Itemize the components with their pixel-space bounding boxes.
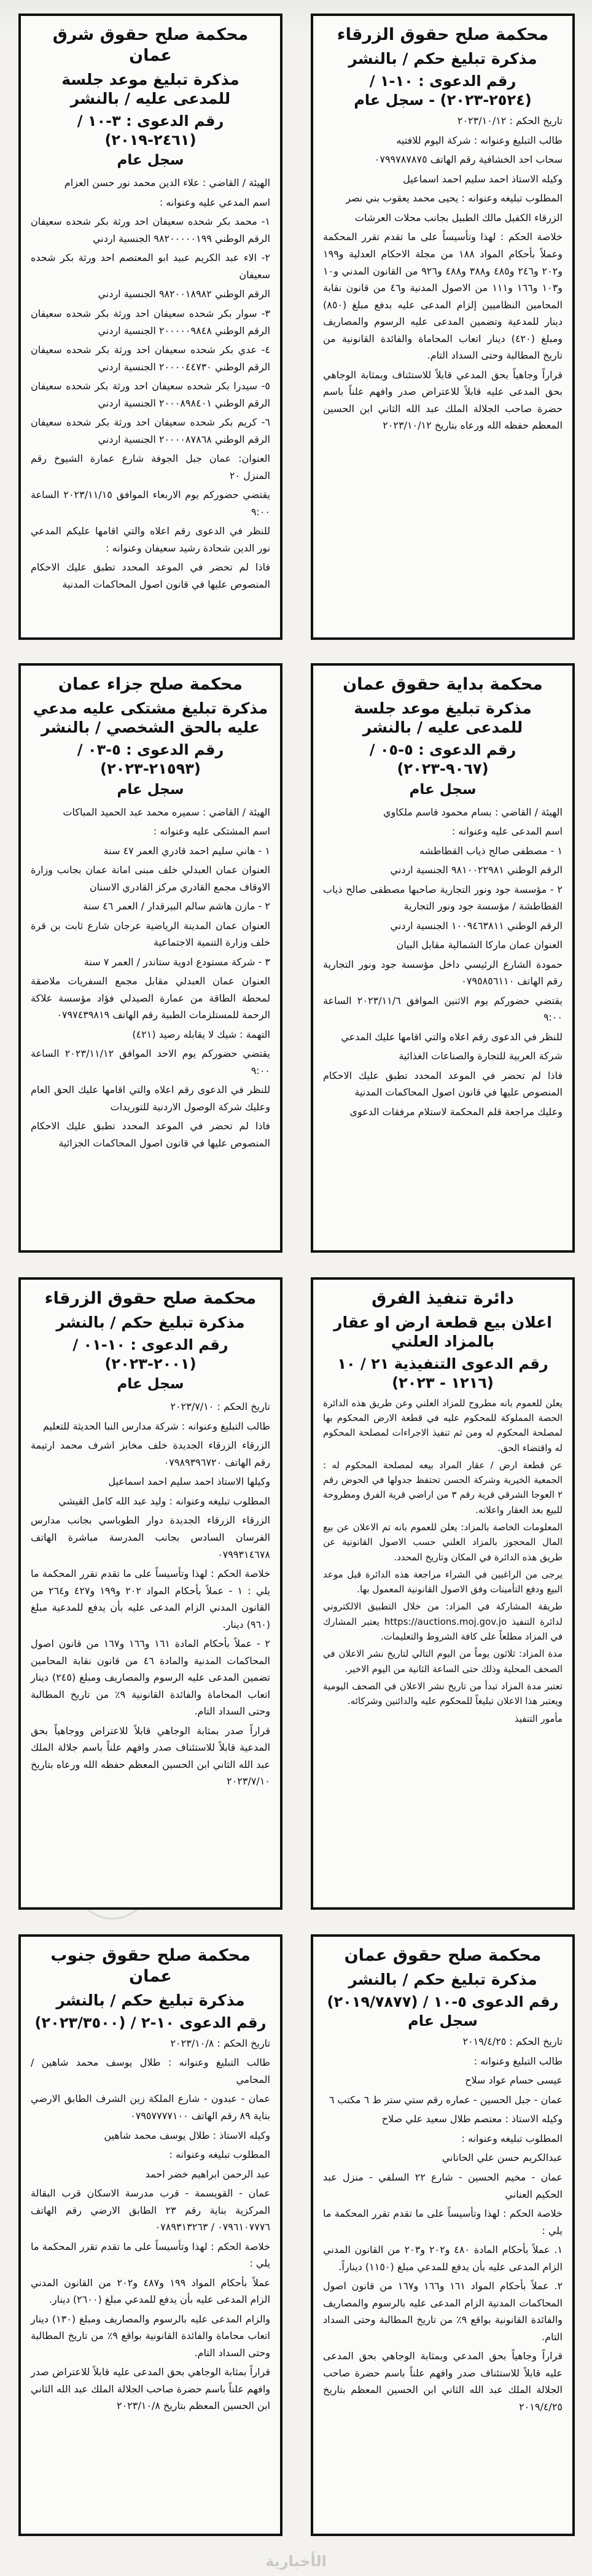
notice-paragraph: عمان - مخيم الحسين - شارع ٢٢ السلفي - منزل عبد الحكيم العناني: [323, 2171, 563, 2200]
notice-paragraph: قراراً بمثابة الوجاهي بحق المدعى عليه قابلاً للاعتراض صدر وافهم علناً باسم حضرة صاحب الجلالة الملك عبد الله الثاني ابن الحسين المعظم بتاريخ ٢٠٢٣/١٠/٨: [31, 2366, 270, 2412]
notice-paragraph: للنظر في الدعوى رقم اعلاه والتي اقامها عليك الحق العام وعليك شركة الوصول الاردنية للتوريدات: [31, 1084, 270, 1113]
notice-paragraph: ٦- كريم بكر شحده سعيفان احد ورثة بكر شحده سعيفان الرقم الوطني ٢٠٠٠٠٨٧٨٦٨ الجنسية اردني: [31, 416, 270, 445]
notice-paragraph: المطلوب تبليغه وعنوانه : وليد عبد الله كامل القيشي: [58, 1495, 270, 1507]
notice-paragraph: ٤- عدي بكر شحده سعيفان احد ورثة بكر شحده سعيفان الرقم الوطني ٢٠٠٠٠٤٤٧٣٠ الجنسية اردني: [31, 344, 270, 373]
notice-subheading: مذكرة تبليغ حكم / بالنشر: [56, 1991, 245, 2009]
notice-paragraph: العنوان عمان المدينة الرياضية عرجان شارع ثابت بن قرة خلف وزارة التنمية الاجتماعية: [31, 919, 270, 949]
notice-paragraph: تعتبر مدة المزاد تبدأ من تاريخ نشر الاعلان في الصحف اليومية ويعتبر هذا الاعلان تبليغاً للمحكوم عليه والدائنين وشركائه.: [323, 1680, 563, 1707]
notice-paragraph: فاذا لم تحضر في الموعد المحدد تطبق عليك الاحكام المنصوص عليها في قانون اصول المحاكمات المدنية: [31, 561, 270, 590]
notice-paragraph: وكيله الاستاذ : معتصم طلال سعيد علي صلاح: [381, 2113, 563, 2125]
notice-paragraph: العنوان عمان العبدلي خلف مبنى امانة عمان بجانب وزارة الاوقاف مجمع القادري مركز القادري الاسنان: [31, 864, 270, 893]
notice-paragraph: عمان - جبل الحسين - عماره رقم ستي ستر ط ٦ مكتب ٦: [329, 2093, 563, 2106]
notice-heading: محكمة صلح حقوق الزرقاء: [337, 25, 549, 44]
notice-paragraph: قراراً وجاهياً بحق المدعي وبمثابة الوجاهي بحق المدعى عليه قابلاً للاستئناف صدر وافهم علناً باسم حضرة صاحب الجلالة الملك عبد الله الثاني ابن الحسين المعظم بتاريخ ٢٠١٩/٤/٢٥: [323, 2350, 563, 2413]
notice-paragraph: عمان - القويسمة - قرب مدرسة الاسكان قرب البقالة المركزية بناية رقم ٢٣ الطابق الارضي رقم الهاتف ٠٧٩٦١٠٧٧٧٦ / ٠٧٨٩٣١٣٢٦٣: [31, 2187, 270, 2233]
notice-paragraph: وكيله الاستاذ : طلال يوسف محمد شاهين: [104, 2129, 270, 2141]
notice-case-number: رقم الدعوى : ١٠-١ / (٢٥٢٤-٢٠٢٣) - سجل عام: [354, 72, 532, 109]
notice-paragraph: للنظر في الدعوى رقم اعلاه والتي اقامها عليكم المدعي نور الدين شحادة رشيد سعيفان وعنوانه :: [31, 525, 270, 554]
notice-paragraph: المطلوب تبليغه وعنوانه :: [169, 2149, 270, 2161]
notice-heading: محكمة صلح حقوق شرق عمان: [52, 25, 249, 65]
notice-paragraph: طالب التبليغ وعنوانه :: [473, 2055, 563, 2067]
notice-paragraph: التهمة : شيك لا يقابله رصيد (٤٢١): [132, 1028, 270, 1040]
notice-subheading: مذكرة تبليغ حكم / بالنشر: [348, 49, 537, 68]
notice-paragraph: العنوان: عمان جبل الجوفة شارع عمارة الشيوخ رقم المنزل ٢٠: [31, 453, 270, 481]
execution-notice: [311, 1277, 575, 1910]
notice-paragraph: يرجى من الراغبين في الشراء مراجعة هذه الدائرة قبل موعد البيع ودفع التأمينات وفق الاصول القانونية المعمول بها.: [323, 1568, 563, 1595]
notice-paragraph: وكيله الاستاذ احمد سليم احمد اسماعيل: [403, 173, 563, 185]
notice-paragraph: العنوان عمان العبدلي مقابل مجمع السفريات ملاصقة لمحطة الطاقة من عمارة الصيدلي فؤاد مؤسسة علاكة الرحمة للمستلزمات الطبية رقم الهاتف ٠٧٩٧٤٣٩٨١٩: [31, 975, 270, 1021]
notice-case-number: رقم الدعوى التنفيذية ٢١ / ١٠ (١٢١٦ - ٢٠٢٣): [337, 1355, 548, 1392]
notice-body: [31, 1398, 270, 1789]
notice-body: [31, 2035, 270, 2415]
notice-paragraph: المطلوب تبليغه وعنوانه : يحيى محمد يعقوب بني نصر: [346, 192, 563, 204]
notice-case-number: رقم الدعوى : ٣-١٠ / (٢٤٦١-٢٠١٩): [77, 112, 224, 149]
notice-paragraph: المطلوب تبليغه وعنوانه :: [461, 2132, 563, 2144]
notice-subheading: مذكرة تبليغ موعد جلسة للمدعى عليه / بالنشر: [354, 699, 532, 736]
notice-body: [31, 174, 270, 593]
notice-paragraph: الزرقاء الزرقاء الجديدة دوار الطوباسي بجانب مدارس الفرسان السادس بجانب المدرسة مباشرة الهاتف ٠٧٩٩٣١٤٦٧٨: [31, 1514, 270, 1560]
notice-case-number: رقم الدعوى : ٥-٠٥ / (٩٠٦٧-٢٠٢٣): [369, 741, 516, 778]
notice-paragraph: اسم المشتكى عليه وعنوانه :: [153, 825, 270, 838]
notice-paragraph: الرقم الوطني ١٠٠٩٤٦٣٨١١ الجنسية اردني: [390, 919, 563, 932]
notice-subheading: مذكرة تبليغ حكم / بالنشر: [348, 1970, 537, 1988]
footer-watermark: الأخبارية: [265, 2553, 327, 2570]
notice-paragraph: ١ - هاني سليم احمد قادري العمر ٤٧ سنة: [103, 844, 270, 857]
court-notice: [18, 1277, 282, 1910]
notice-paragraph: وكيلها الاستاذ احمد سليم احمد اسماعيل: [108, 1476, 270, 1488]
notice-paragraph: الرقم الوطني ٩٨١٠٠٢٢٩٨١ الجنسية اردني: [390, 864, 563, 876]
notice-body: [323, 804, 563, 1121]
notice-paragraph: تاريخ الحكم : ٢٠٢٣/١٠/٨: [170, 2037, 270, 2049]
notice-case-number: رقم الدعوى : ١٠-٠١ / (٢٠٠١-٢٠٢٣): [72, 1336, 228, 1373]
notice-paragraph: طريقة المشاركة في المزاد: من خلال التطبيق الالكتروني لدائرة التنفيذ https://auctions.moj.gov.jo يعتبر المشارك في المزاد مطلعاً على كافة الشروط والتعليمات.: [323, 1601, 563, 1643]
notice-paragraph: ١ - مصطفى صالح ذياب القطاطشه: [419, 844, 563, 857]
notice-paragraph: الرقم الوطني ٩٨٢٠٠١٨٩٨٢ الجنسية اردني: [98, 288, 270, 300]
notice-paragraph: ٢ - عملاً بأحكام المادة ١٦١ و١٦٦ و١٦٧ من قانون اصول المحاكمات المدنية والمادة ٤٦ من قانون نقابة المحامين تضمين المدعى عليه الرسوم والمصاريف ومبلغ (٢٤٥) دينار اتعاب المحاماة والفائدة القانونية ٩٪ من تاريخ المطالبة وحتى السداد التام.: [31, 1638, 271, 1718]
notice-body: [323, 2033, 563, 2415]
court-notice: [311, 1934, 575, 2536]
notice-paragraph: ٢ - مازن هاشم سالم البيرقدار / العمر ٤٦ سنة: [83, 900, 270, 912]
notice-case-number: رقم الدعوى ١٠-٢ / (٢٠٢٣/٣٥٠٠): [34, 2014, 267, 2031]
notice-paragraph: سحاب احد الخشافية رقم الهاتف ٠٧٩٩٧٨٧٨٧٥: [374, 154, 563, 166]
court-notice: [311, 663, 575, 1253]
notice-paragraph: عيسى حسام عواد سلاح: [465, 2074, 563, 2087]
notice-record: سجل عام: [117, 1376, 184, 1393]
notice-paragraph: عن قطعة ارض / عقار المراد بيعه لمصلحة المحكوم له : الجمعية الخيرية وشركة الحسن تحتفظ جدولها في الحوض رقم ٢ العوجا الشرقي قرية رقم ٣ من اراضي قرية الفرق ومطروحة للبيع بعد العقار واعلانه.: [323, 1459, 563, 1516]
notice-record: سجل عام: [409, 781, 477, 798]
notice-paragraph: ٥- سيدرا بكر شحده سعيفان احد ورثة بكر شحده سعيفان الرقم الوطني ٢٠٠٠٨٩٨٤٠١ الجنسية اردني: [31, 380, 270, 409]
notice-paragraph: والزام المدعى عليه بالرسوم والمصاريف ومبلغ (١٣٠) دينار اتعاب محاماة والفائدة القانونية بواقع ٩٪ من تاريخ المطالبة وحتى السداد التام.: [31, 2313, 271, 2359]
notice-subheading: اعلان بيع قطعة ارض او عقار بالمزاد العلني: [333, 1313, 552, 1350]
notice-paragraph: ٢. عملاً بأحكام المواد ١٦١ و١٦٦ و١٦٧ من قانون اصول المحاكمات المدنية الزام المدعى عليه بالرسوم والمصاريف والفائدة القانونية بواقع ٩٪ من تاريخ المطالبة وحتى السداد التام.: [323, 2280, 563, 2343]
notice-paragraph: ١- محمد بكر شحده سعيفان احد ورثة بكر شحده سعيفان الرقم الوطني ٩٨٢٠٠٠٠٠١٩٩ الجنسية اردني: [31, 216, 270, 244]
notice-record: سجل عام: [117, 152, 184, 169]
notice-paragraph: يعلن للعموم بانه مطروح للمزاد العلني وعن طريق هذه الدائرة الحصة المملوكة للمحكوم عليه في قطعة الارض المحكوم بها لمصلحة المحكوم له ومن ثم تنفيذ الاجراءات لمصلحة المحكوم له واقتضاء الحق.: [323, 1397, 563, 1453]
notice-subheading: مذكرة تبليغ موعد جلسة للمدعى عليه / بالنشر: [61, 70, 240, 107]
notice-heading: محكمة صلح حقوق الزرقاء: [44, 1289, 257, 1308]
notice-paragraph: عمان - عبدون - شارع الملكة زين الشرف الطابق الارضي بناية ٨٩ رقم الهاتف ٠٧٩٥٧٧٧٧١٠٠: [31, 2093, 270, 2122]
court-notice: [18, 663, 282, 1253]
notice-paragraph: الزرقاء الزرقاء الجديدة خلف مخابز اشرف محمد ارتيمة رقم الهاتف ٠٧٩٨٩٣٩٦٧٢٠: [31, 1439, 270, 1468]
notice-paragraph: شركة العربية للتجارة والصناعات الغذائية: [399, 1050, 563, 1062]
notice-paragraph: يقتضي حضوركم يوم الاربعاء الموافق ٢٠٢٣/١١/١٥ الساعة ٩:٠٠: [31, 489, 270, 518]
notice-paragraph: الهيئة / القاضي : بسام محمود قاسم ملكاوي: [383, 806, 563, 818]
notice-paragraph: خلاصة الحكم : لهذا وتأسيساً على ما تقدم تقرر المحكمة وعملاً بأحكام المواد ١٨٨ من مجلة الاحكام العدلية و١٩٩ و٢٠٢ و٢٤٦ و٤٨٥ و٣٨٨ و٤٨٨ و٩٢٦ من القانون المدني و١٠ و١٠٣ و١٦٦ و١١١ من الاصول المدنية و٤٦ من قانون نقابة المحامين النظاميين إلزام المدعى عليه بدفع مبلغ (٨٥٠) دينار للمدعية وتضمين المدعى عليه الرسوم والمصاريف ومبلغ (٤٢٠) دينار اتعاب المحاماة والفائدة القانونية من تاريخ المطالبة وحتى السداد التام.: [323, 231, 563, 362]
notice-paragraph: الهيئة / القاضي : علاء الدين محمد نور حسن العزام: [64, 177, 270, 189]
notice-paragraph: تاريخ الحكم : ٢٠٢٣/١٠/١٢: [457, 115, 563, 127]
notice-paragraph: وعليك مراجعة قلم المحكمة لاستلام مرفقات الدعوى: [349, 1105, 563, 1118]
notice-heading: محكمة صلح جزاء عمان: [58, 675, 243, 694]
notice-case-number: رقم الدعوى : ٥-٠٣ / (٢١٥٩٣-٢٠٢٣): [77, 741, 224, 778]
notice-paragraph: حمودة الشارع الرئيسي داخل مؤسسة جود ونور التجارية رقم الهاتف ٠٧٩٥٨٥٦١١٠: [323, 958, 563, 987]
notice-paragraph: العنوان عمان ماركا الشمالية مقابل البيان: [396, 939, 563, 951]
notice-body: [323, 1396, 563, 1726]
notice-paragraph: ٣ - شركة مستودع ادوية ستاندر / العمر ٧ سنة: [84, 955, 270, 968]
notice-paragraph: ٢ - مؤسسة جود ونور التجارية صاحبها مصطفى صالح ذياب القطاطشة / مؤسسة جود ونور التجارية: [323, 883, 563, 912]
notice-subheading: مذكرة تبليغ حكم / بالنشر: [56, 1313, 245, 1331]
notice-paragraph: اسم المدعى عليه وعنوانه :: [451, 825, 563, 838]
notice-paragraph: خلاصة الحكم : لهذا وتأسيساً على ما تقدم تقرر المحكمة ما يلي :: [31, 2240, 270, 2270]
notice-heading: محكمة صلح حقوق جنوب عمان: [50, 1946, 251, 1986]
notice-paragraph: خلاصة الحكم : لهذا وتأسيساً على ما تقدم تقرر المحكمة ما يلي :: [323, 2208, 563, 2236]
notice-body: [323, 112, 563, 434]
notice-paragraph: يقتضي حضوركم يوم الاحد الموافق ٢٠٢٣/١١/١٢ الساعة ٩:٠٠: [31, 1048, 271, 1076]
notice-paragraph: عبدالكريم حسن علي الحاناني: [442, 2152, 563, 2164]
notice-paragraph: الزرقاء الكفيل مالك الطبيل بجانب محلات العرشات: [354, 211, 563, 224]
notice-record: سجل عام: [117, 781, 184, 798]
notice-body: [31, 804, 270, 1152]
notice-paragraph: مأمور التنفيذ: [514, 1713, 563, 1724]
notice-paragraph: تاريخ الحكم : ٢٠٢٣/٧/١٠: [170, 1401, 270, 1413]
notice-paragraph: قراراً صدر بمثابة الوجاهي قابلاً للاعتراض ووجاهياً بحق المدعية قابلاً للاستئناف صدر وافهم علناً باسم جلالة الملك عبد الله الثاني ابن الحسين المعظم حفظه الله ورعاه بتاريخ ٢٠٢٣/٧/١٠: [31, 1724, 270, 1788]
notice-heading: محكمة صلح حقوق عمان: [344, 1946, 542, 1965]
notice-paragraph: يقتضي حضوركم يوم الاثنين الموافق ٢٠٢٣/١١/٦ الساعة ٩:٠٠: [323, 994, 563, 1024]
notice-paragraph: ٣- سوار بكر شحده سعيفان احد ورثة بكر شحده سعيفان الرقم الوطني ٢٠٠٠٠٠٩٨٤٨ الجنسية اردني: [31, 307, 270, 337]
notice-paragraph: مدة المزاد: ثلاثون يوماً من اليوم التالي لتاريخ نشر الاعلان في الصحف المحلية وذلك حتى الساعة الثانية من اليوم الاخير.: [323, 1648, 563, 1675]
notice-paragraph: قراراً وجاهياً بحق المدعي قابلاً للاستئناف وبمثابة الوجاهي بحق المدعى عليه قابلاً للاعتراض صدر وافهم علناً باسم حضرة صاحب الجلالة الملك عبد الله الثاني ابن الحسين المعظم حفظه الله ورعاه بتاريخ ٢٠٢٣/١٠/١٢: [323, 368, 563, 432]
notice-paragraph: المعلومات الخاصة بالمزاد: يعلن للعموم بانه تم الاعلان عن بيع المال المحجوز بالمزاد العلني حسب الاصول القانونية عن طريق هذه الدائرة في المكان وتاريخ المحدد.: [323, 1522, 563, 1563]
notice-subheading: مذكرة تبليغ مشتكى عليه مدعي عليه بالحق الشخصي / بالنشر: [33, 699, 268, 736]
notice-paragraph: فاذا لم تحضر في الموعد المحدد تطبق عليك الاحكام المنصوص عليها في قانون اصول المحاكمات المدنية: [323, 1069, 563, 1099]
notice-paragraph: طالب التبليغ وعنوانه : شركة مدارس النبا الحديثة للتعليم: [42, 1420, 270, 1432]
notice-paragraph: اسم المدعي عليه وعنوانه :: [159, 196, 270, 208]
notice-case-number: رقم الدعوى ٥-١٠ / (٢٠١٩/٧٨٧٧) سجل عام: [327, 1993, 559, 2030]
notice-paragraph: خلاصة الحكم : لهذا وتأسيساً على ما تقدم تقرر المحكمة ما يلي : ١ - عملاً بأحكام المواد ٢٠٢ و١٩٩ و٤٢٧ و٢٦٤ من القانون المدني الزام المدعى عليه بأن يدفع للمدعية مبلغ (٩٦٠) دينار.: [31, 1568, 270, 1630]
notice-paragraph: فاذا لم تحضر في الموعد المحدد تطبق عليك الاحكام المنصوص عليها في قانون اصول المحاكمات الجزائية: [31, 1120, 270, 1149]
notice-paragraph: ١. عملاً بأحكام المادة ٤٨٠ و٢٠٢ و٢٠٣ من القانون المدني الزام المدعى عليه بأن يدفع للمدعي مبلغ (١١٥٠) ديناراً.: [323, 2244, 563, 2273]
notice-paragraph: عبد الرحمن ابراهيم خضر احمد: [145, 2168, 270, 2180]
notice-heading: محكمة بداية حقوق عمان: [343, 675, 543, 694]
notice-paragraph: طالب التبليغ وعنوانه : شركة اليوم للافتيه: [396, 134, 563, 146]
court-notice: [311, 14, 575, 640]
notice-paragraph: ٢- الاء عبد الكريم عبيد ابو المعتصم احد ورثة بكر شحده سعيفان: [31, 252, 270, 281]
notice-heading: دائرة تنفيذ الفرق: [372, 1289, 514, 1308]
notice-paragraph: عملاً بأحكام المواد ١٩٩ و٤٨٧ و٢٠٢ من القانون المدني الزام المدعى عليه بأن يدفع للمدعي مبلغ (٢٦٠٠) دينار.: [31, 2276, 271, 2306]
court-notice: [18, 1934, 282, 2536]
notice-paragraph: طالب التبليغ وعنوانه : طلال يوسف محمد شاهين / المحامي: [31, 2057, 270, 2085]
notice-paragraph: للنظر في الدعوى رقم اعلاه والتي اقامها عليك المدعي: [341, 1030, 563, 1043]
court-notice: [18, 14, 282, 640]
notice-paragraph: الهيئة / القاضي : سميره محمد عبد الحميد المباكات: [63, 806, 270, 818]
notice-paragraph: تاريخ الحكم : ٢٠١٩/٤/٢٥: [462, 2036, 563, 2048]
